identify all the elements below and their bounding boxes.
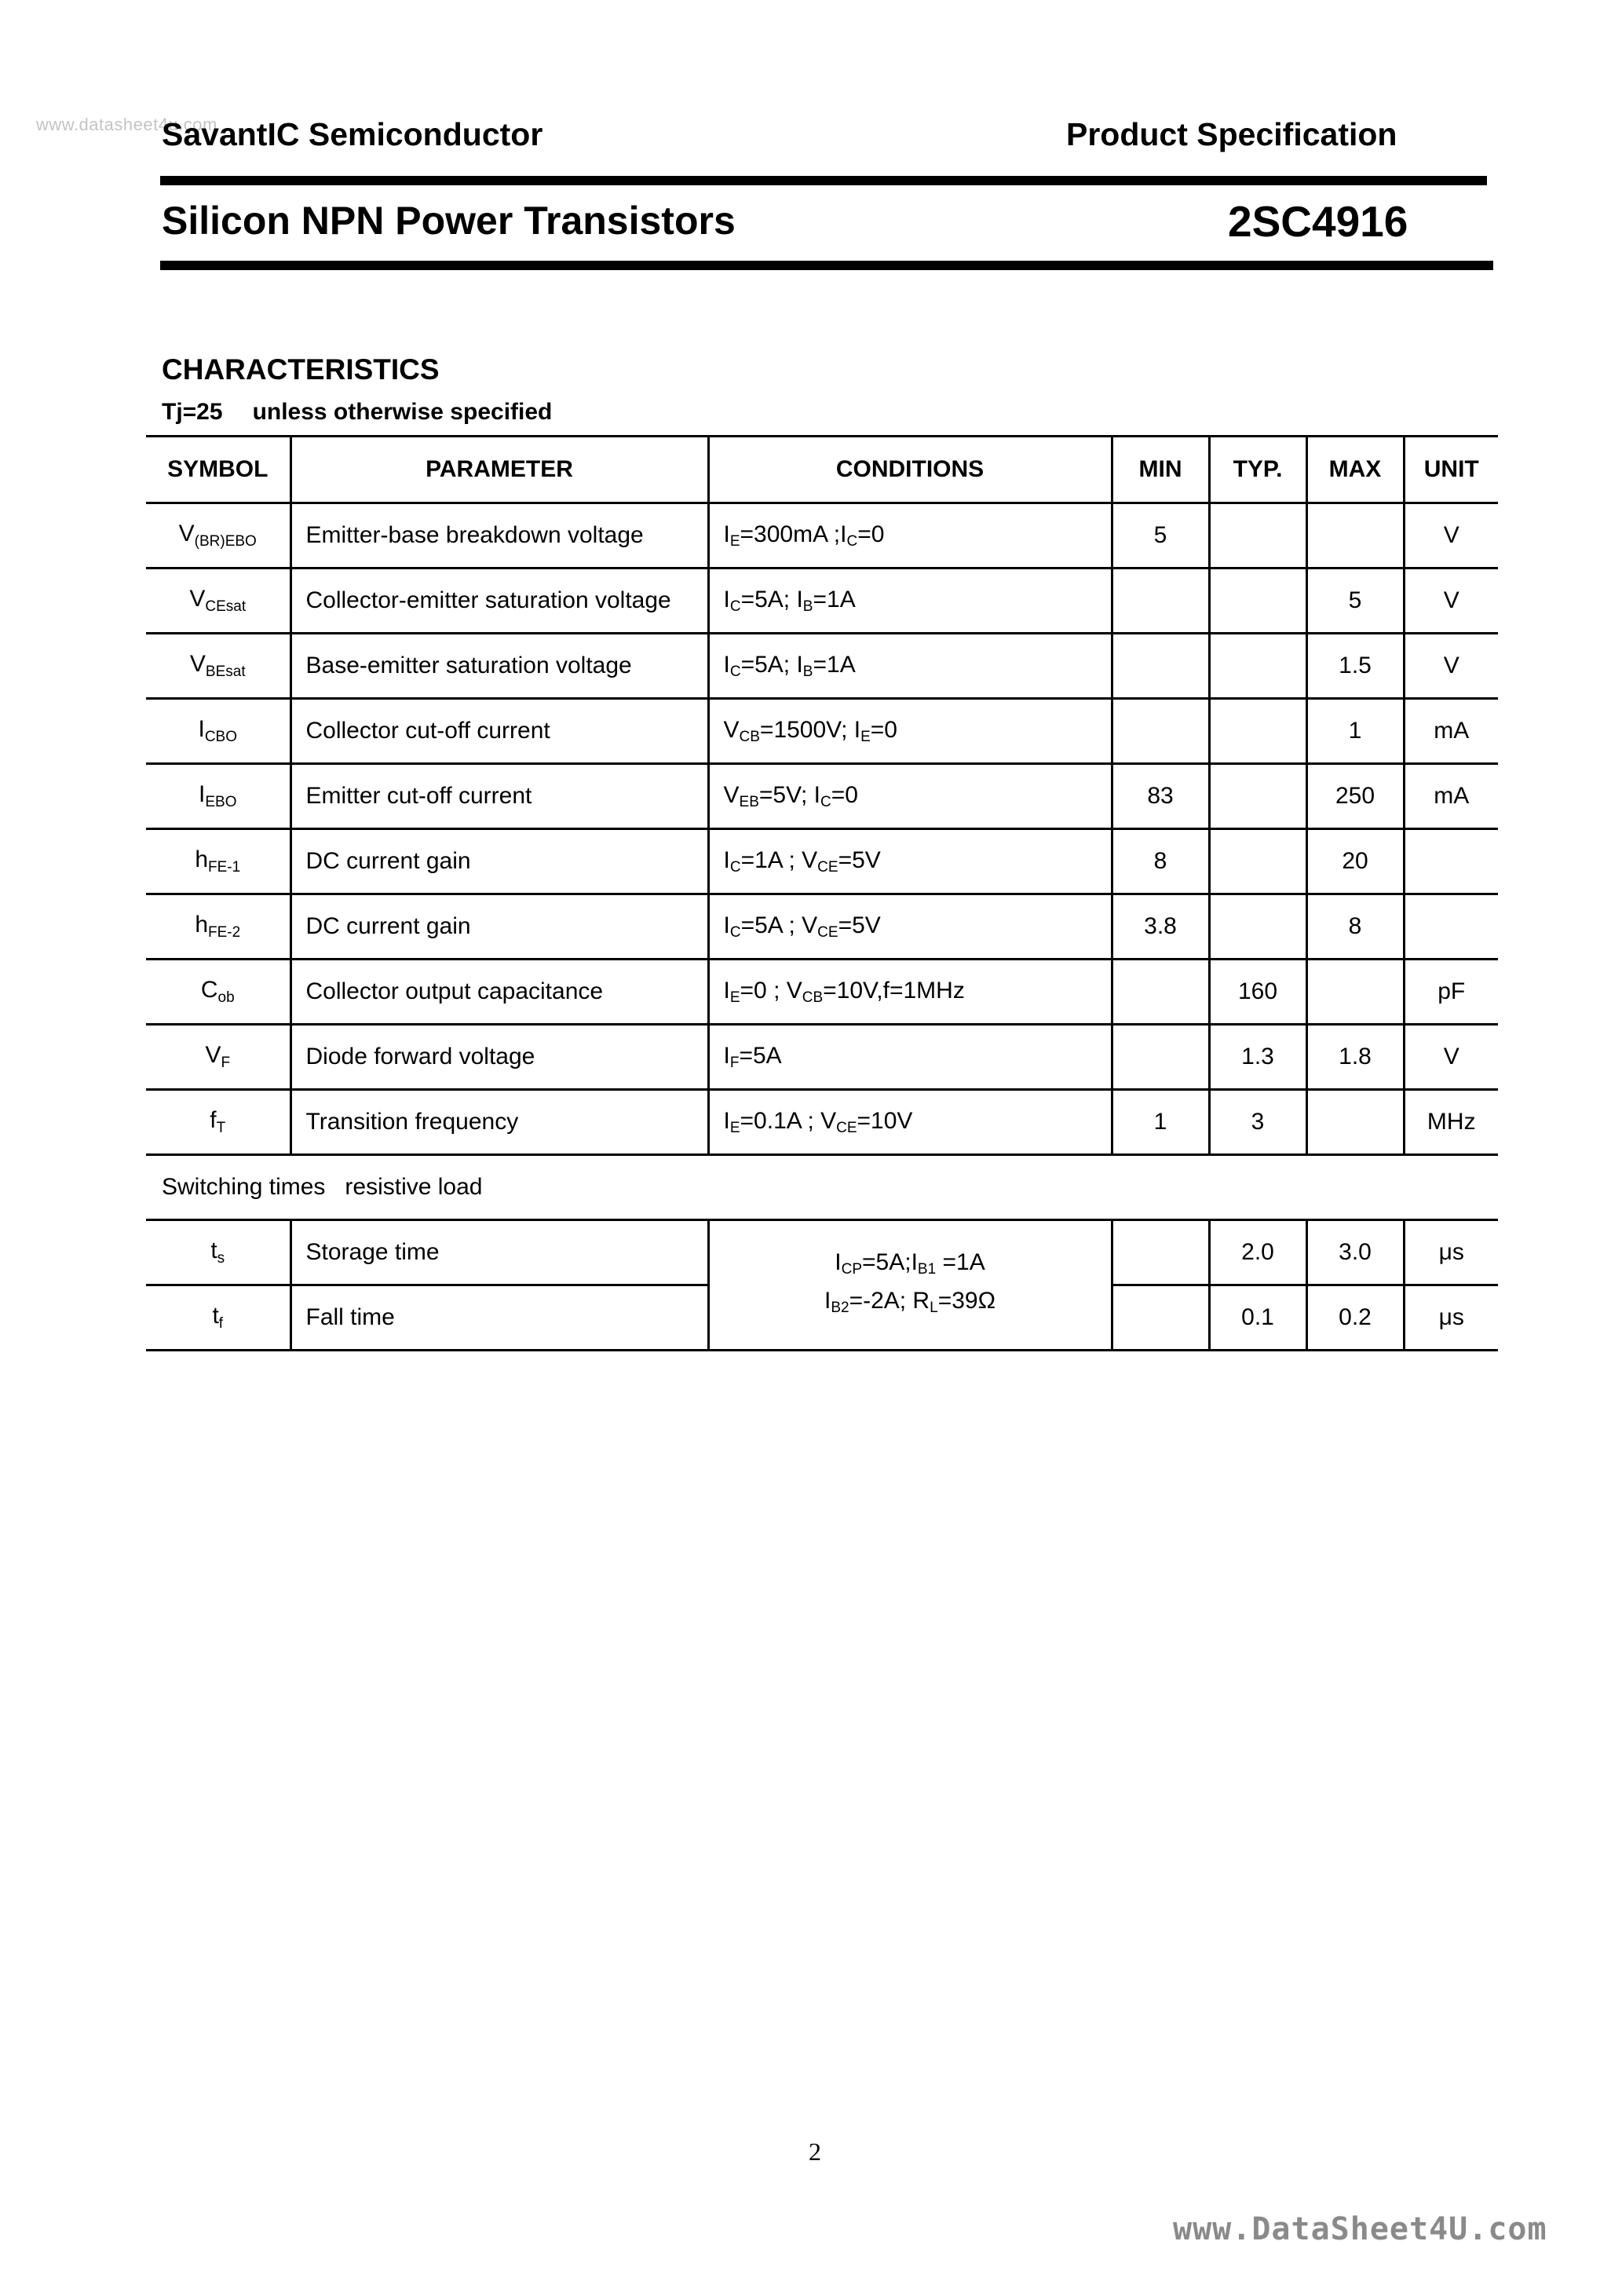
symbol-cell: $t_f$ [146,1285,290,1351]
watermark-top: www.datasheet4u.com [36,115,217,134]
typ-cell: 3 [1209,1090,1306,1155]
typ-cell [1209,569,1306,634]
min-cell [1112,634,1209,699]
header-conditions: CONDITIONS [708,437,1112,503]
max-cell: 20 [1306,829,1404,894]
typ-cell [1209,894,1306,960]
symbol-cell: $h_{FE-1}$ [146,829,290,894]
header-unit: UNIT [1404,437,1498,503]
symbol-cell: $I_{EBO}$ [146,764,290,829]
conditions-cell: IE=0 ; VCB=10V,f=1MHz [708,960,1112,1025]
parameter-cell: DC current gain [290,894,708,960]
symbol-cell: $t_s$ [146,1220,290,1285]
header-rule-top [160,176,1487,185]
header-symbol: SYMBOL [146,437,290,503]
conditions-cell: VEB=5V; IC=0 [708,764,1112,829]
unit-cell: mA [1404,699,1498,764]
symbol-cell: $C_{ob}$ [146,960,290,1025]
table-row [146,894,1498,960]
parameter-cell: Collector-emitter saturation voltage [290,569,708,634]
typ-cell: 0.1 [1209,1285,1306,1351]
part-number: 2SC4916 [1228,197,1408,246]
conditions-cell: IE=300mA ;IC=0 [708,503,1112,569]
section-title: CHARACTERISTICS [162,353,440,386]
symbol-cell: $V_{CEsat}$ [146,569,290,634]
parameter-cell: Emitter cut-off current [290,764,708,829]
max-cell [1306,1090,1404,1155]
typ-cell: 2.0 [1209,1220,1306,1285]
header-rule-bottom [160,261,1493,270]
unit-cell: mA [1404,764,1498,829]
parameter-cell: Collector output capacitance [290,960,708,1025]
symbol-cell: $h_{FE-2}$ [146,894,290,960]
parameter-cell: Diode forward voltage [290,1025,708,1090]
min-cell: 3.8 [1112,894,1209,960]
unit-cell: V [1404,569,1498,634]
parameter-cell: Storage time [290,1220,708,1285]
min-cell [1112,1285,1209,1351]
max-cell: 250 [1306,764,1404,829]
symbol-cell: $f_T$ [146,1090,290,1155]
min-cell: 83 [1112,764,1209,829]
header-typ: TYP. [1209,437,1306,503]
min-cell [1112,960,1209,1025]
table-header-row [146,437,1498,503]
switching-condition-line2: IB2=-2A; RL=39Ω [824,1287,996,1316]
min-cell [1112,1220,1209,1285]
min-cell: 1 [1112,1090,1209,1155]
unit-cell [1404,894,1498,960]
table-row [146,1025,1498,1090]
unit-cell: V [1404,1025,1498,1090]
parameter-cell: Base-emitter saturation voltage [290,634,708,699]
table-row [146,1220,1498,1285]
switching-label: Switching times resistive load [146,1155,1498,1220]
typ-cell [1209,634,1306,699]
test-condition [162,399,552,426]
min-cell: 5 [1112,503,1209,569]
max-cell: 8 [1306,894,1404,960]
unit-cell: V [1404,503,1498,569]
max-cell: 5 [1306,569,1404,634]
parameter-cell: DC current gain [290,829,708,894]
conditions-cell: VCB=1500V; IE=0 [708,699,1112,764]
max-cell: 1.8 [1306,1025,1404,1090]
parameter-cell: Collector cut-off current [290,699,708,764]
table-row [146,569,1498,634]
max-cell [1306,960,1404,1025]
table-row [146,634,1498,699]
unit-cell: μs [1404,1220,1498,1285]
watermark-bottom: www.DataSheet4U.com [1173,2211,1547,2247]
header-max: MAX [1306,437,1404,503]
typ-cell [1209,829,1306,894]
unit-cell: MHz [1404,1090,1498,1155]
min-cell [1112,699,1209,764]
typ-cell: 160 [1209,960,1306,1025]
parameter-cell: Fall time [290,1285,708,1351]
symbol-cell: $V_{(BR)EBO}$ [146,503,290,569]
unit-cell: pF [1404,960,1498,1025]
conditions-cell: IC=5A; IB=1A [708,634,1112,699]
condition-text: unless otherwise specified [252,399,553,425]
max-cell: 1 [1306,699,1404,764]
min-cell [1112,569,1209,634]
typ-cell: 1.3 [1209,1025,1306,1090]
company-name: SavantIC Semiconductor [162,116,543,152]
page-number: 2 [809,2137,821,2166]
min-cell: 8 [1112,829,1209,894]
condition-tj: Tj=25 [162,399,223,425]
document-title: Silicon NPN Power Transistors [162,199,736,243]
characteristics-table [146,435,1498,1351]
unit-cell: V [1404,634,1498,699]
conditions-cell: IF=5A [708,1025,1112,1090]
table-row [146,829,1498,894]
max-cell: 3.0 [1306,1220,1404,1285]
header-min: MIN [1112,437,1209,503]
parameter-cell: Emitter-base breakdown voltage [290,503,708,569]
conditions-cell: IC=5A; IB=1A [708,569,1112,634]
parameter-cell: Transition frequency [290,1090,708,1155]
table-row [146,960,1498,1025]
spec-type: Product Specification [1066,116,1397,152]
max-cell [1306,503,1404,569]
conditions-cell: IC=1A ; VCE=5V [708,829,1112,894]
switching-condition-line1: ICP=5A;IB1 =1A [835,1249,985,1278]
unit-cell: μs [1404,1285,1498,1351]
switching-label-row [146,1155,1498,1220]
table-row [146,503,1498,569]
unit-cell [1404,829,1498,894]
table-row [146,764,1498,829]
max-cell: 0.2 [1306,1285,1404,1351]
symbol-cell: $V_F$ [146,1025,290,1090]
typ-cell [1209,764,1306,829]
typ-cell [1209,699,1306,764]
header-parameter: PARAMETER [290,437,708,503]
typ-cell [1209,503,1306,569]
symbol-cell: $V_{BEsat}$ [146,634,290,699]
table-row [146,699,1498,764]
max-cell: 1.5 [1306,634,1404,699]
conditions-cell: IE=0.1A ; VCE=10V [708,1090,1112,1155]
table-row [146,1090,1498,1155]
min-cell [1112,1025,1209,1090]
symbol-cell: $I_{CBO}$ [146,699,290,764]
conditions-cell: IC=5A ; VCE=5V [708,894,1112,960]
switching-conditions-cell [708,1220,1112,1351]
